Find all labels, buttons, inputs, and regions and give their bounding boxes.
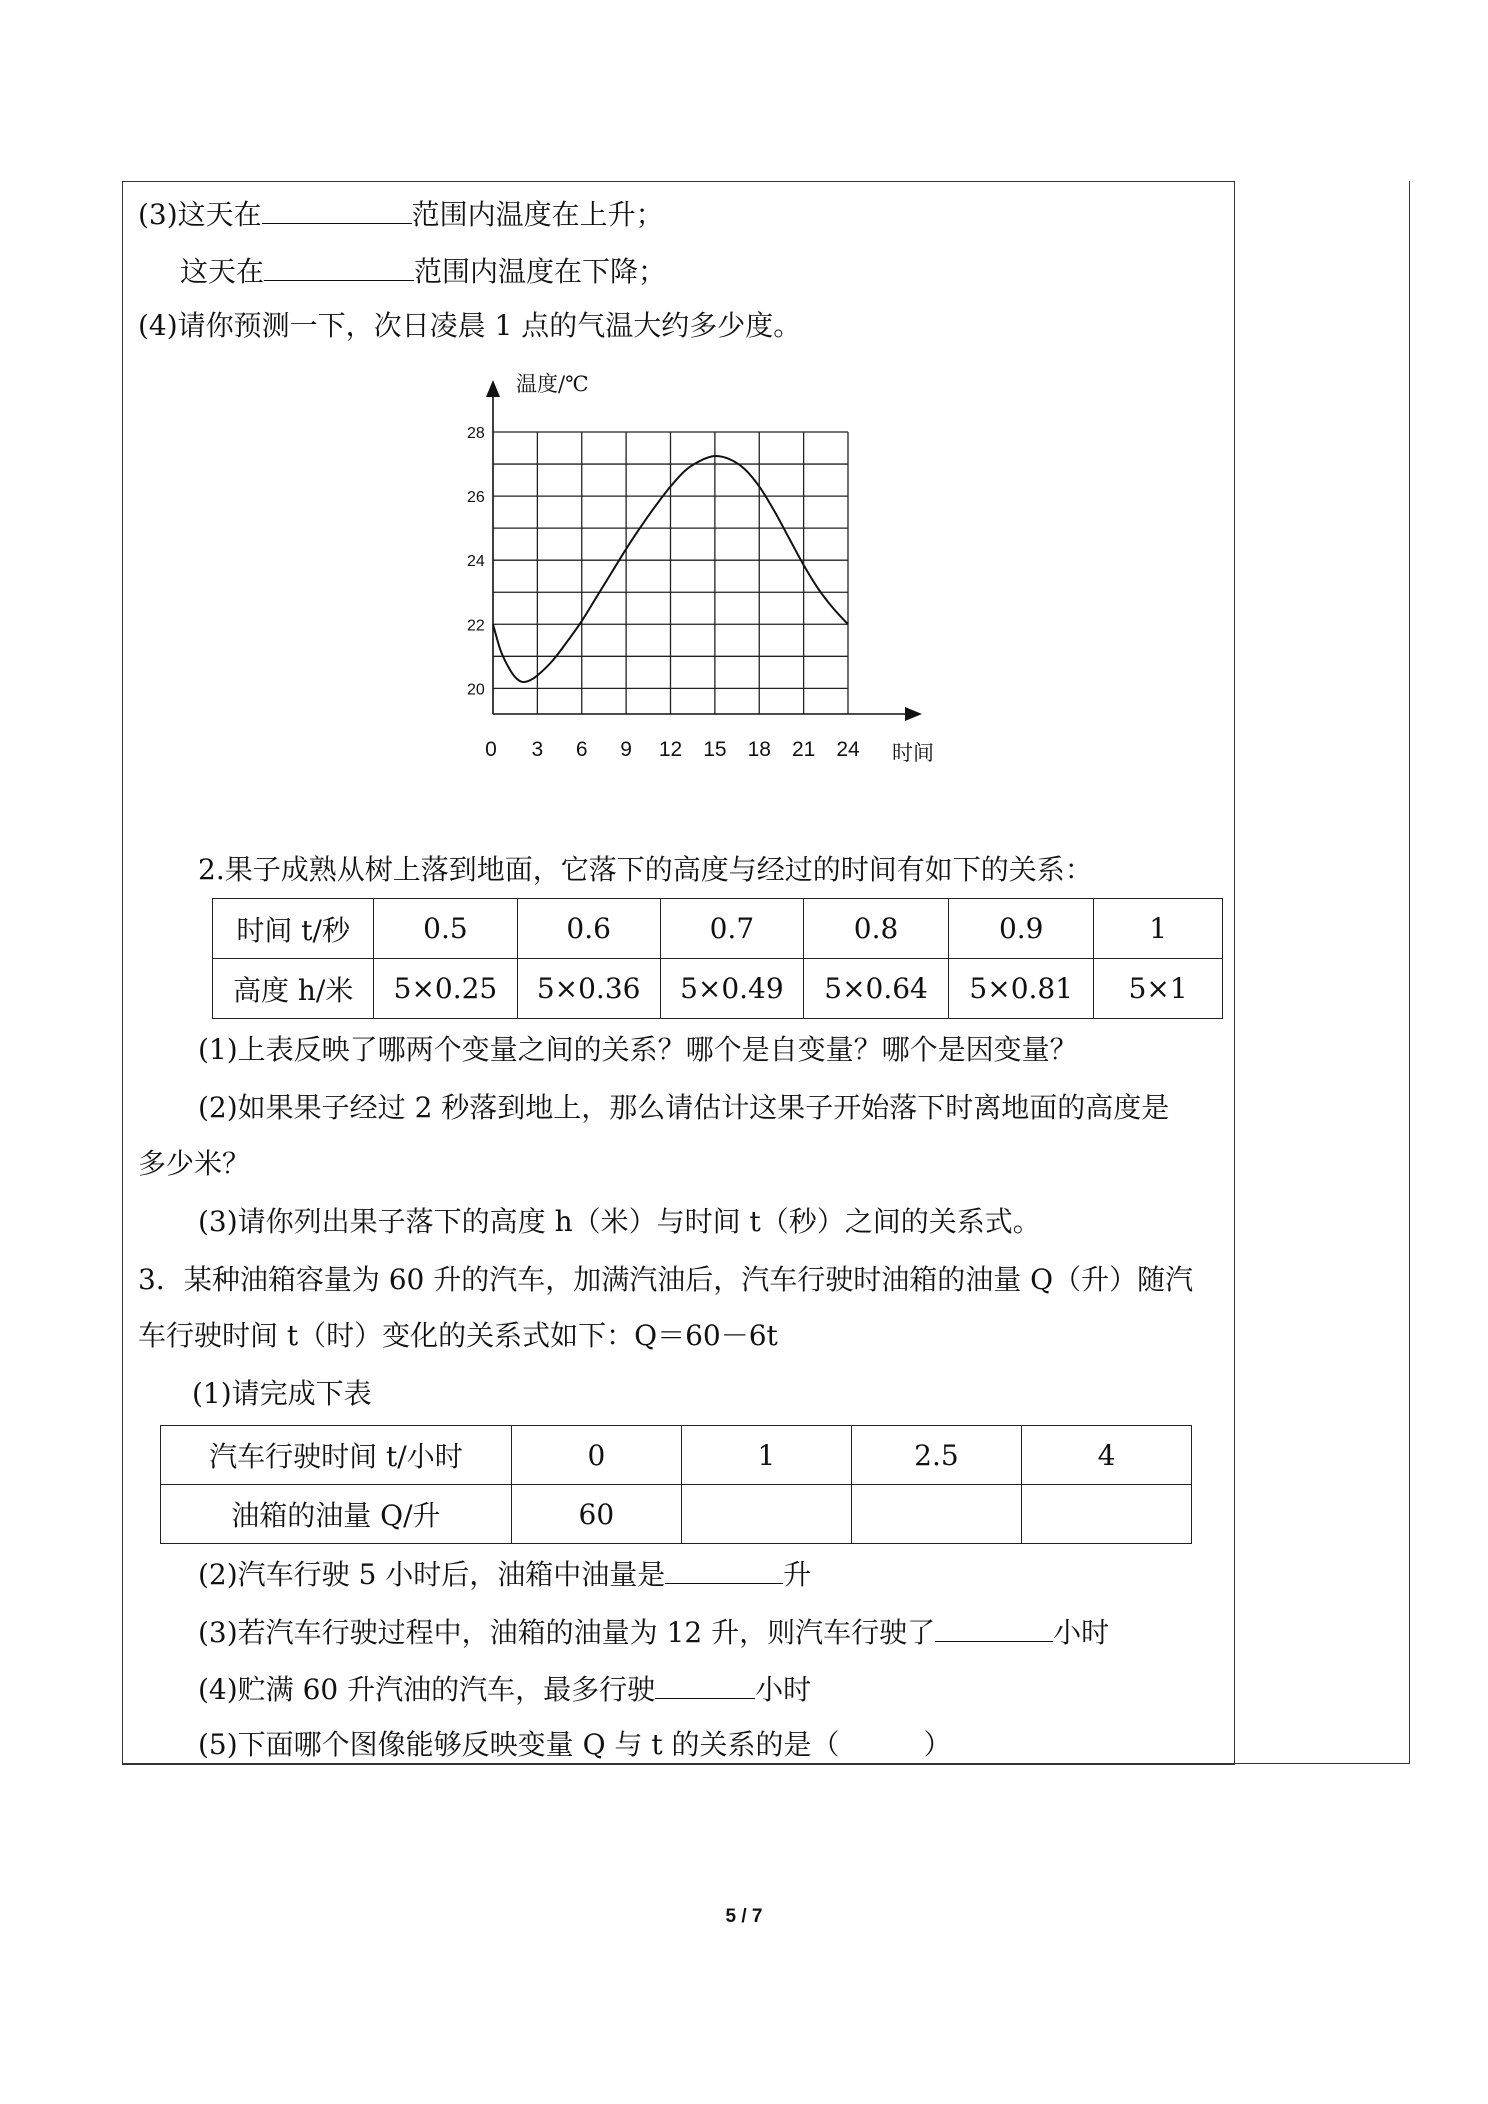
table-cell: 4 xyxy=(1022,1426,1192,1485)
x-tick-label: 3 xyxy=(531,738,544,761)
x-tick-label: 9 xyxy=(620,738,632,761)
x-tick-label: 6 xyxy=(575,738,588,761)
table-cell: 0 xyxy=(511,1426,681,1485)
table-header-cell: 油箱的油量 Q/升 xyxy=(161,1485,512,1544)
answer-blank[interactable] xyxy=(264,252,414,281)
x-tick-label: 15 xyxy=(703,738,727,761)
y-tick-label: 24 xyxy=(467,553,485,571)
table-cell: 1 xyxy=(1094,899,1223,959)
table-cell: 5×0.36 xyxy=(517,959,660,1019)
table-input-cell[interactable] xyxy=(1022,1485,1192,1544)
q2-intro: 2.果子成熟从树上落到地面，它落下的高度与经过的时间有如下的关系： xyxy=(198,853,1093,886)
table-cell: 5×0.81 xyxy=(949,959,1094,1019)
table-header-cell: 时间 t/秒 xyxy=(213,899,374,959)
q1-part3-text-c: 这天在 xyxy=(180,255,265,288)
table-cell: 5×1 xyxy=(1094,959,1223,1019)
q3-intro-line2: 车行驶时间 t（时）变化的关系式如下：Q＝60－6t xyxy=(138,1319,778,1352)
table-cell: 60 xyxy=(511,1485,681,1544)
q3-sub3-text-b: 小时 xyxy=(1053,1616,1110,1649)
page-number: 5 / 7 xyxy=(725,1906,763,1927)
answer-blank[interactable] xyxy=(262,195,412,224)
x-axis-title: 时间 xyxy=(892,741,934,765)
y-axis-arrow-icon xyxy=(486,380,500,397)
x-axis-arrow-icon xyxy=(905,707,922,721)
q2-sub3: (3)请你列出果子落下的高度 h（米）与时间 t（秒）之间的关系式。 xyxy=(198,1205,1041,1238)
answer-blank[interactable] xyxy=(655,1670,755,1699)
x-tick-label: 21 xyxy=(791,738,816,761)
y-tick-label: 22 xyxy=(467,617,485,635)
table-cell: 1 xyxy=(681,1426,851,1485)
q3-sub4 xyxy=(198,1670,811,1708)
table-row xyxy=(213,959,1223,1019)
table-row xyxy=(161,1426,1192,1485)
y-tick-label: 20 xyxy=(467,681,485,699)
q1-part3-text-b: 范围内温度在上升； xyxy=(411,198,664,231)
q1-part4: (4)请你预测一下，次日凌晨 1 点的气温大约多少度。 xyxy=(138,309,802,342)
table-cell: 0.9 xyxy=(949,899,1094,959)
table-cell: 0.7 xyxy=(660,899,803,959)
q3-sub2 xyxy=(198,1555,811,1593)
q3-sub1: (1)请完成下表 xyxy=(192,1377,372,1410)
table-input-cell[interactable] xyxy=(681,1485,851,1544)
table-cell: 5×0.49 xyxy=(660,959,803,1019)
q2-sub1: (1)上表反映了哪两个变量之间的关系？哪个是自变量？哪个是因变量？ xyxy=(198,1033,1078,1066)
table-header-cell: 汽车行驶时间 t/小时 xyxy=(161,1426,512,1485)
table-row xyxy=(161,1485,1192,1544)
table-cell: 5×0.64 xyxy=(803,959,948,1019)
q3-intro-line1: 3．某种油箱容量为 60 升的汽车，加满汽油后，汽车行驶时油箱的油量 Q（升）随汽 xyxy=(138,1263,1194,1296)
q3-sub2-text-a: (2)汽车行驶 5 小时后，油箱中油量是 xyxy=(198,1558,666,1591)
x-tick-label: 0 xyxy=(485,738,497,761)
answer-blank[interactable] xyxy=(935,1613,1053,1642)
y-tick-label: 26 xyxy=(467,489,485,507)
q3-sub4-text-a: (4)贮满 60 升汽油的汽车，最多行驶 xyxy=(198,1673,656,1706)
q1-part3-text-d: 范围内温度在下降； xyxy=(414,255,667,288)
q1-part3-line1 xyxy=(138,195,664,233)
table-cell: 0.5 xyxy=(374,899,517,959)
q1-part3-text-a: (3)这天在 xyxy=(138,198,262,231)
answer-blank[interactable] xyxy=(665,1555,783,1584)
y-tick-label: 28 xyxy=(467,425,485,442)
table-input-cell[interactable] xyxy=(851,1485,1021,1544)
q2-sub2-line2: 多少米？ xyxy=(138,1147,251,1180)
q3-sub2-text-b: 升 xyxy=(783,1558,812,1591)
q3-sub5: (5)下面哪个图像能够反映变量 Q 与 t 的关系的是（ ） xyxy=(198,1728,952,1761)
q3-sub3-text-a: (3)若汽车行驶过程中，油箱的油量为 12 升，则汽车行驶了 xyxy=(198,1616,936,1649)
table-header-cell: 高度 h/米 xyxy=(213,959,374,1019)
x-tick-label: 18 xyxy=(747,738,771,761)
q3-sub3 xyxy=(198,1613,1109,1651)
table-cell: 5×0.25 xyxy=(374,959,517,1019)
table-cell: 0.8 xyxy=(803,899,948,959)
q1-part3-line2 xyxy=(180,252,666,290)
fall-height-table xyxy=(212,898,1223,1019)
q2-sub2-line1: (2)如果果子经过 2 秒落到地上，那么请估计这果子开始落下时离地面的高度是 xyxy=(198,1091,1170,1124)
table-row xyxy=(213,899,1223,959)
table-cell: 2.5 xyxy=(851,1426,1021,1485)
table-cell: 0.6 xyxy=(517,899,660,959)
fuel-table xyxy=(160,1425,1192,1544)
temperature-chart xyxy=(440,360,960,780)
x-tick-label: 24 xyxy=(836,738,860,761)
q3-sub4-text-b: 小时 xyxy=(755,1673,812,1706)
y-axis-title: 温度/℃ xyxy=(516,372,589,396)
x-tick-label: 12 xyxy=(658,738,683,761)
